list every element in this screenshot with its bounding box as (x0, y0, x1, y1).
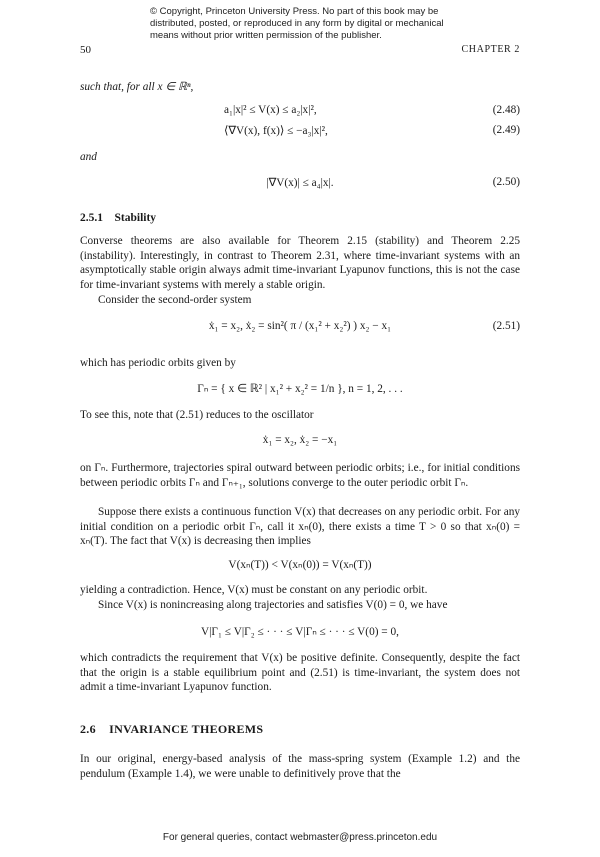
equation-number: (2.51) (492, 320, 520, 332)
paragraph-continuous-function: Suppose there exists a continuous function V(x) that decreases on any periodic orbit. For any initial condition on a periodic orbit Γₙ, call it xₙ(0), there exists a time T > 0 so that xₙ(0) = xₙ(T). The fact that V(x) is decreasing then implies (80, 506, 520, 548)
equation-body: |∇V(x)| ≤ a₄|x|. (266, 177, 334, 189)
equation-number: (2.48) (492, 104, 520, 116)
and-word: and (80, 151, 97, 163)
page-number: 50 (80, 44, 91, 56)
equation-2-51 (80, 320, 520, 340)
equation-body: ⟨∇V(x), f(x)⟩ ≤ −a₃|x|², (224, 125, 328, 137)
equation-body: Γₙ = { x ∈ ℝ² | x₁² + x₂² = 1/n }, n = 1, 2, . . . (197, 383, 403, 395)
section-number: 2.6 (80, 722, 96, 736)
paragraph-spiral-outward: on Γₙ. Furthermore, trajectories spiral outward between periodic orbits; i.e., for initial conditions between periodic orbits Γₙ and Γₙ₊₁, solutions converge to the outer periodic orbit Γₙ. (80, 462, 520, 489)
copyright-line-2: distributed, posted, or reproduced in any form by digital or mechanical (150, 18, 444, 29)
equation-body: a₁|x|² ≤ V(x) ≤ a₂|x|², (224, 104, 317, 116)
equation-gamma-n (80, 382, 520, 398)
section-title: Stability (114, 212, 157, 224)
running-header (80, 44, 520, 58)
equation-number: (2.49) (492, 124, 520, 136)
copyright-line-3: means without prior written permission of the publisher. (150, 30, 382, 41)
equation-2-49 (80, 124, 520, 140)
equation-body: V(xₙ(T)) < V(xₙ(0)) = V(xₙ(T)) (228, 559, 372, 571)
equation-body: ẋ₁ = x₂, ẋ₂ = −x₁ (262, 434, 338, 446)
intro-text: such that, for all x ∈ ℝⁿ, (80, 81, 194, 93)
equation-number: (2.50) (492, 176, 520, 188)
equation-oscillator (80, 434, 520, 450)
section-title: INVARIANCE THEOREMS (109, 722, 264, 736)
paragraph-yielding-contradiction: yielding a contradiction. Hence, V(x) must be constant on any periodic orbit. (80, 584, 428, 596)
equation-2-48 (80, 104, 520, 120)
paragraph-oscillator: To see this, note that (2.51) reduces to the oscillator (80, 409, 314, 421)
copyright-notice (150, 6, 450, 42)
equation-body: ẋ₁ = x₂, ẋ₂ = sin²( π / (x₁² + x₂²) ) x₂ − x₁ (208, 320, 392, 332)
paragraph-consider-system: Consider the second-order system (98, 294, 252, 306)
paragraph-nonincreasing: Since V(x) is nonincreasing along trajectories and satisfies V(0) = 0, we have (98, 599, 448, 611)
chapter-label: CHAPTER 2 (461, 44, 520, 55)
section-number: 2.5.1 (80, 212, 103, 224)
equation-chain (80, 625, 520, 641)
footer-contact: For general queries, contact webmaster@press.princeton.edu (162, 832, 438, 843)
equation-body: V|Γ₁ ≤ V|Γ₂ ≤ · · · ≤ V|Γₙ ≤ · · · ≤ V(0) = 0, (201, 626, 399, 638)
paragraph-converse-theorems: Converse theorems are also available for Theorem 2.15 (stability) and Theorem 2.25 (instability). Interestingly, in contrast to Theorem 2.31, where time-invariant systems with an asymptotically stable origin always admit time-invariant Lyapunov functions, this is not the case for time-invariant systems with merely a stable origin. (80, 235, 520, 291)
equation-2-50 (80, 176, 520, 192)
section-heading-2-6 (80, 722, 520, 737)
paragraph-invariance-intro: In our original, energy-based analysis of the mass-spring system (Example 1.2) and the pendulum (Example 1.4), we were unable to definitively prove that the (80, 753, 520, 780)
equation-contradiction (80, 558, 520, 574)
copyright-line-1: © Copyright, Princeton University Press. No part of this book may be (150, 6, 439, 17)
paragraph-contradicts: which contradicts the requirement that V(x) be positive definite. Consequently, despite the fact that the origin is a stable equilibrium point and (2.51) is time-invariant, the system does not admit a time-invariant Lyapunov function. (80, 652, 520, 694)
paragraph-periodic-orbits: which has periodic orbits given by (80, 357, 236, 369)
section-heading-2-5-1 (80, 212, 520, 224)
